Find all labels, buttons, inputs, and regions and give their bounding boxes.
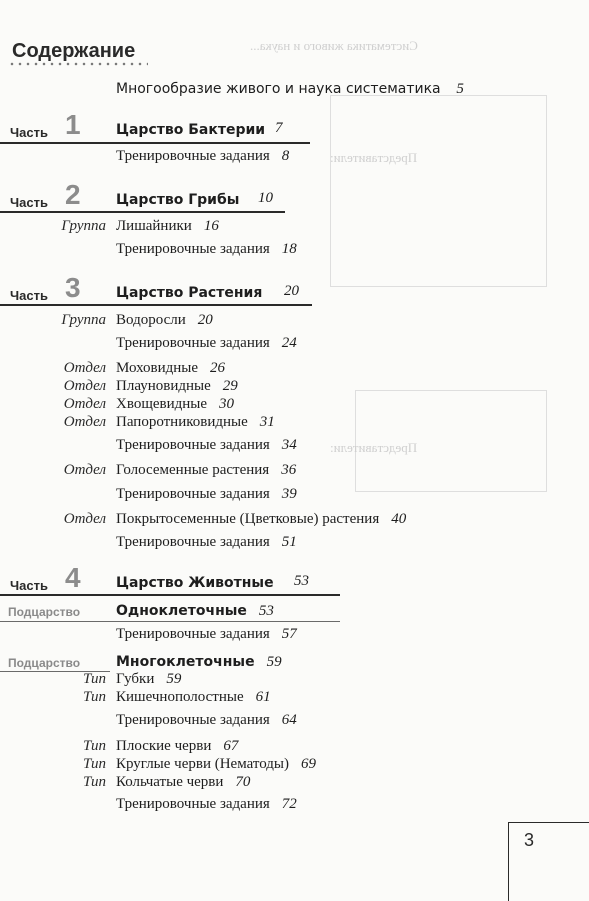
part-title: Царство Растения bbox=[116, 285, 263, 301]
page-number: 3 bbox=[524, 830, 535, 850]
entry-text: Хвощевидные bbox=[116, 396, 208, 412]
entry-text: Губки bbox=[116, 671, 155, 687]
entry-page: 67 bbox=[223, 738, 239, 754]
entry-page: 70 bbox=[235, 774, 251, 790]
entry-text: Плауновидные bbox=[116, 378, 211, 394]
part-page: 7 bbox=[275, 120, 283, 136]
entry-page: 69 bbox=[301, 756, 317, 772]
toc-entry bbox=[116, 511, 406, 528]
toc-entry bbox=[116, 654, 282, 671]
entry-label: Подцарство bbox=[8, 605, 81, 619]
entry-text: Тренировочные задания bbox=[116, 437, 270, 453]
page-number-frame bbox=[508, 822, 589, 901]
entry-text: Многоклеточные bbox=[116, 654, 255, 670]
entry-page: 24 bbox=[281, 335, 297, 351]
entry-label: Тип bbox=[83, 756, 106, 772]
entry-text: Тренировочные задания bbox=[116, 148, 270, 164]
entry-label: Отдел bbox=[63, 360, 106, 376]
entry-label: Отдел bbox=[63, 378, 106, 394]
entry-page: 72 bbox=[281, 796, 297, 812]
part-page: 53 bbox=[294, 573, 309, 589]
part-title: Царство Грибы bbox=[116, 192, 240, 208]
entry-label: Отдел bbox=[63, 396, 106, 412]
entry-page: 53 bbox=[258, 603, 274, 619]
toc-entry bbox=[116, 534, 297, 551]
toc-entry bbox=[116, 335, 297, 352]
page-title: Содержание bbox=[12, 40, 136, 62]
entry-text: Моховидные bbox=[116, 360, 199, 376]
toc-entry bbox=[116, 437, 297, 454]
entry-page: 26 bbox=[210, 360, 226, 376]
entry-page: 34 bbox=[281, 437, 297, 453]
toc-entry bbox=[116, 218, 219, 235]
entry-text: Круглые черви (Нематоды) bbox=[116, 756, 290, 772]
part-title: Царство Бактерии bbox=[116, 122, 266, 138]
entry-page: 59 bbox=[166, 671, 182, 687]
entry-text: Одноклеточные bbox=[116, 603, 247, 619]
toc-entry bbox=[116, 626, 297, 643]
entry-page: 59 bbox=[266, 654, 282, 670]
entry-text: Папоротниковидные bbox=[116, 414, 248, 430]
entry-page: 57 bbox=[281, 626, 297, 642]
entry-text: Тренировочные задания bbox=[116, 626, 270, 642]
heading-dots bbox=[8, 62, 148, 66]
toc-entry bbox=[116, 774, 250, 791]
entry-page: 31 bbox=[259, 414, 275, 430]
toc-entry bbox=[116, 241, 297, 258]
entry-text: Тренировочные задания bbox=[116, 534, 270, 550]
entry-text: Покрытосеменные (Цветковые) растения bbox=[116, 511, 380, 527]
toc-entry bbox=[116, 360, 225, 377]
entry-text: Тренировочные задания bbox=[116, 241, 270, 257]
toc-entry bbox=[116, 312, 213, 329]
part-rule bbox=[0, 211, 285, 213]
toc-entry bbox=[116, 756, 316, 773]
entry-text: Тренировочные задания bbox=[116, 712, 270, 728]
toc-entry bbox=[116, 603, 274, 620]
toc-entry bbox=[116, 462, 296, 479]
entry-text: Кишечнополостные bbox=[116, 689, 244, 705]
entry-label: Тип bbox=[83, 671, 106, 687]
entry-text: Тренировочные задания bbox=[116, 486, 270, 502]
intro-entry bbox=[116, 81, 464, 98]
entry-text: Водоросли bbox=[116, 312, 186, 328]
entry-text: Голосеменные растения bbox=[116, 462, 270, 478]
entry-page: 30 bbox=[219, 396, 235, 412]
part-word: Часть bbox=[10, 195, 48, 210]
entry-label: Отдел bbox=[63, 414, 106, 430]
entry-page: 18 bbox=[281, 241, 297, 257]
toc-entry bbox=[116, 671, 181, 688]
part-title: Царство Животные bbox=[116, 575, 274, 591]
part-number: 1 bbox=[65, 109, 81, 140]
entry-text: Плоские черви bbox=[116, 738, 212, 754]
toc-entry bbox=[116, 378, 238, 395]
subkingdom-rule bbox=[0, 621, 340, 622]
toc-entry bbox=[116, 148, 289, 165]
part-word: Часть bbox=[10, 125, 48, 140]
entry-page: 64 bbox=[281, 712, 297, 728]
part-word: Часть bbox=[10, 288, 48, 303]
entry-label: Тип bbox=[83, 689, 106, 705]
part-page: 10 bbox=[258, 190, 273, 206]
entry-page: 8 bbox=[281, 148, 290, 164]
part-rule bbox=[0, 594, 340, 596]
part-page: 20 bbox=[284, 283, 299, 299]
entry-text: Кольчатые черви bbox=[116, 774, 224, 790]
toc-entry bbox=[116, 414, 275, 431]
toc-entry bbox=[116, 796, 297, 813]
toc-entry bbox=[116, 712, 297, 729]
toc-entry bbox=[116, 396, 234, 413]
entry-label: Отдел bbox=[63, 462, 106, 478]
intro-page: 5 bbox=[456, 81, 464, 97]
entry-page: 39 bbox=[281, 486, 297, 502]
entry-page: 51 bbox=[281, 534, 297, 550]
toc-entry bbox=[116, 689, 271, 706]
part-word: Часть bbox=[10, 578, 48, 593]
toc-entry bbox=[116, 486, 297, 503]
part-rule bbox=[0, 304, 312, 306]
entry-page: 20 bbox=[197, 312, 213, 328]
part-rule bbox=[0, 142, 310, 144]
entry-label: Тип bbox=[83, 738, 106, 754]
intro-text: Многообразие живого и наука систематика bbox=[116, 81, 441, 97]
toc-entry bbox=[116, 738, 238, 755]
part-number: 4 bbox=[65, 562, 81, 593]
part-number: 2 bbox=[65, 179, 81, 210]
entry-page: 29 bbox=[222, 378, 238, 394]
entry-page: 36 bbox=[281, 462, 297, 478]
entry-page: 40 bbox=[391, 511, 407, 527]
entry-label: Отдел bbox=[63, 511, 106, 527]
entry-label: Подцарство bbox=[8, 656, 81, 670]
entry-label: Тип bbox=[83, 774, 106, 790]
entry-label: Группа bbox=[61, 312, 106, 328]
entry-page: 61 bbox=[255, 689, 271, 705]
entry-text: Лишайники bbox=[116, 218, 192, 234]
entry-text: Тренировочные задания bbox=[116, 335, 270, 351]
entry-page: 16 bbox=[203, 218, 219, 234]
part-number: 3 bbox=[65, 272, 81, 303]
entry-label: Группа bbox=[61, 218, 106, 234]
entry-text: Тренировочные задания bbox=[116, 796, 270, 812]
